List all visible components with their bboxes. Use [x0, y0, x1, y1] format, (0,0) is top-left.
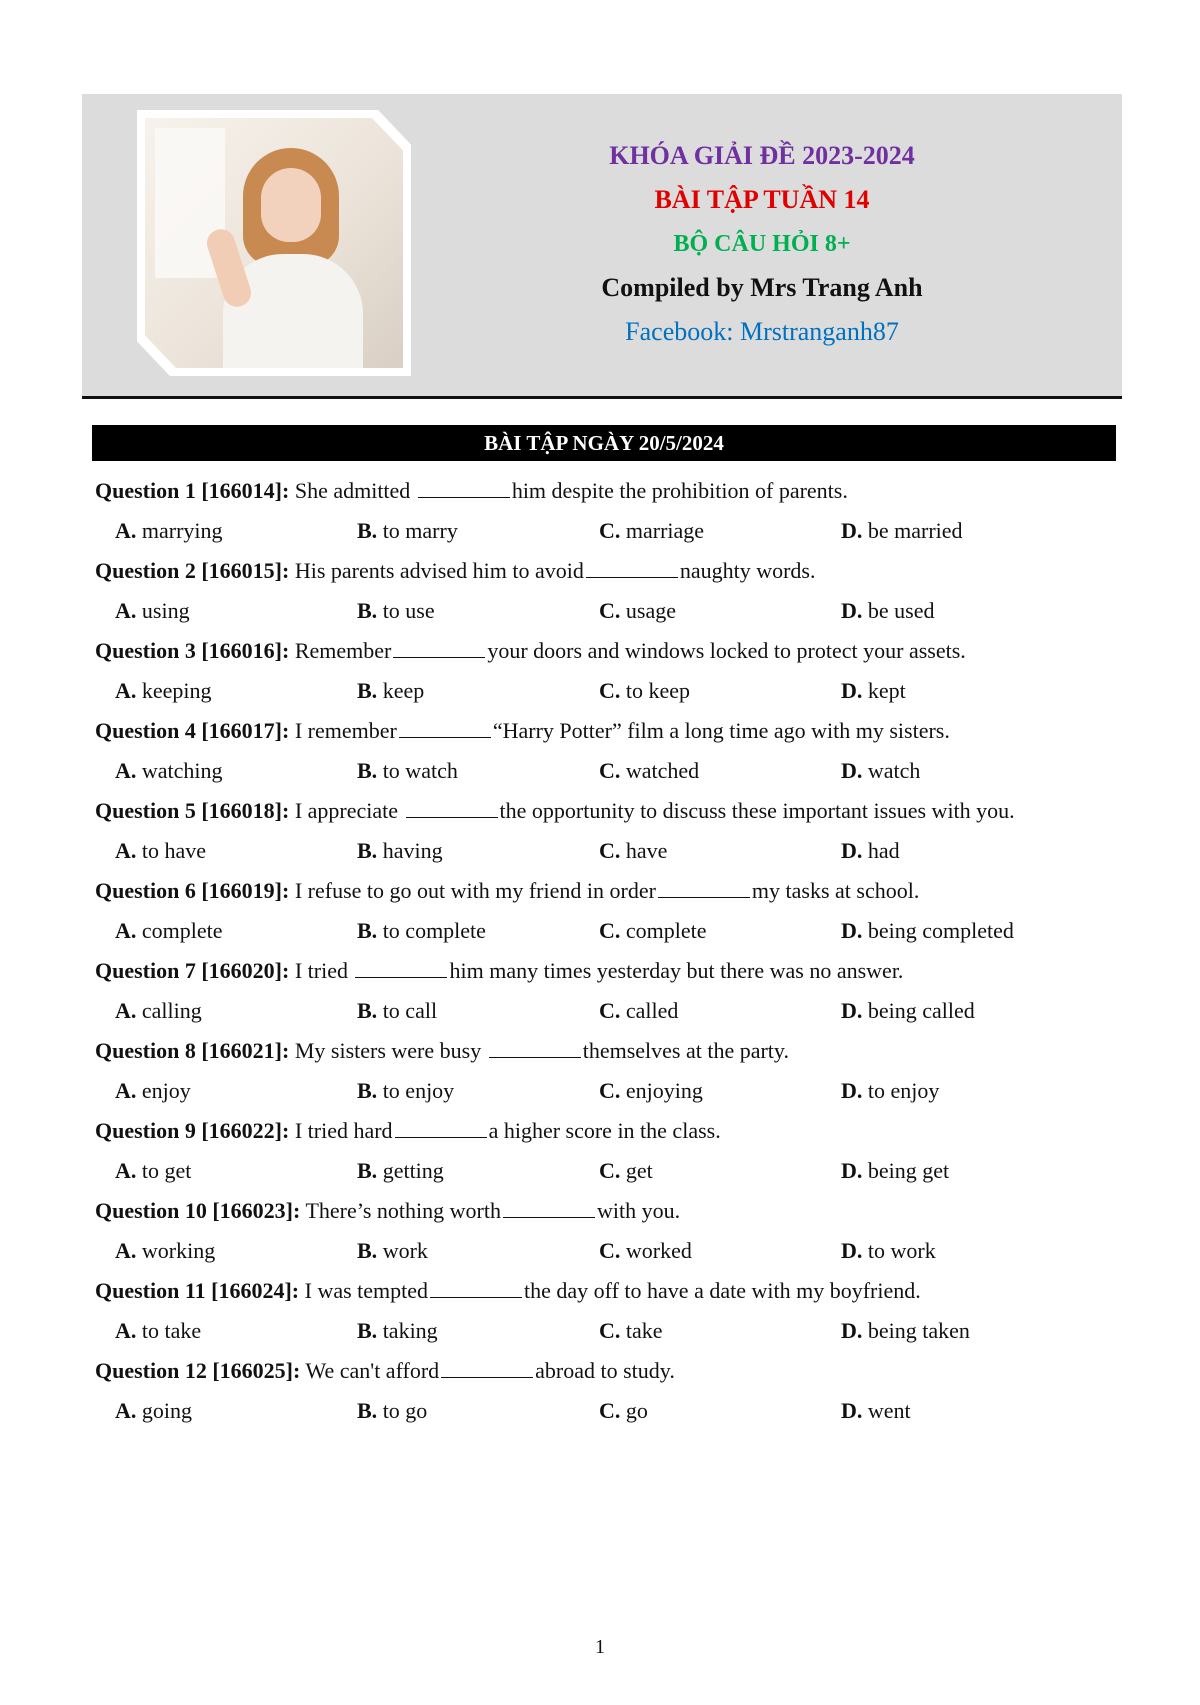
- week-title: BÀI TẬP TUẦN 14: [654, 185, 870, 214]
- answer-option[interactable]: [599, 1310, 841, 1352]
- answer-option[interactable]: [841, 910, 1083, 952]
- question-label: Question 7 [166020]:: [95, 958, 290, 983]
- answer-option[interactable]: [599, 1230, 841, 1272]
- option-letter: B.: [357, 518, 378, 543]
- option-letter: B.: [357, 598, 378, 623]
- question-text-after: themselves at the party.: [582, 1038, 789, 1063]
- answer-blank: [430, 1279, 522, 1298]
- header-banner: [82, 94, 1122, 399]
- question-stem: [95, 1192, 1115, 1230]
- facebook-link[interactable]: Facebook: Mrstranganh87: [625, 317, 899, 346]
- option-letter: A.: [115, 758, 137, 783]
- option-letter: C.: [599, 838, 621, 863]
- question-label: Question 9 [166022]:: [95, 1118, 290, 1143]
- answer-blank: [393, 639, 485, 658]
- set-title: BỘ CÂU HỎI 8+: [673, 231, 851, 257]
- option-text: being taken: [867, 1318, 970, 1343]
- option-letter: A.: [115, 998, 137, 1023]
- option-text: to take: [141, 1318, 202, 1343]
- question-stem: [95, 1352, 1115, 1390]
- answer-option[interactable]: [841, 1310, 1083, 1352]
- option-letter: B.: [357, 998, 378, 1023]
- answer-options: [95, 990, 1115, 1032]
- question-stem: [95, 1112, 1115, 1150]
- answer-option[interactable]: [599, 910, 841, 952]
- option-text: kept: [867, 678, 906, 703]
- option-text: watched: [625, 758, 700, 783]
- answer-option[interactable]: [357, 1310, 599, 1352]
- answer-option[interactable]: [599, 830, 841, 872]
- option-letter: D.: [841, 1158, 863, 1183]
- option-text: complete: [625, 918, 707, 943]
- answer-option[interactable]: [357, 990, 599, 1032]
- option-text: to watch: [382, 758, 458, 783]
- option-letter: D.: [841, 1078, 863, 1103]
- answer-options: [95, 1310, 1115, 1352]
- option-text: having: [382, 838, 443, 863]
- answer-option[interactable]: [599, 510, 841, 552]
- answer-option[interactable]: [115, 1310, 357, 1352]
- question-stem: [95, 872, 1115, 910]
- question-stem: [95, 552, 1115, 590]
- option-text: to call: [382, 998, 438, 1023]
- option-letter: C.: [599, 1078, 621, 1103]
- question-label: Question 12 [166025]:: [95, 1358, 301, 1383]
- option-text: went: [867, 1398, 911, 1423]
- option-letter: C.: [599, 678, 621, 703]
- option-text: to enjoy: [867, 1078, 940, 1103]
- option-letter: C.: [599, 1318, 621, 1343]
- option-text: go: [625, 1398, 648, 1423]
- question-text-after: abroad to study.: [535, 1358, 675, 1383]
- question-label: Question 11 [166024]:: [95, 1278, 300, 1303]
- answer-blank: [399, 719, 491, 738]
- answer-option[interactable]: [841, 590, 1083, 632]
- option-letter: B.: [357, 1078, 378, 1103]
- option-text: to enjoy: [382, 1078, 455, 1103]
- answer-options: [95, 590, 1115, 632]
- question-text-after: a higher score in the class.: [488, 1118, 721, 1143]
- question-list: [95, 472, 1115, 1432]
- option-text: enjoying: [625, 1078, 703, 1103]
- option-letter: B.: [357, 1158, 378, 1183]
- option-letter: C.: [599, 1238, 621, 1263]
- answer-option[interactable]: [115, 510, 357, 552]
- question-text-before: We can't afford: [305, 1358, 440, 1383]
- option-text: to use: [382, 598, 435, 623]
- question-text-before: My sisters were busy: [294, 1038, 487, 1063]
- option-letter: C.: [599, 758, 621, 783]
- course-title: KHÓA GIẢI ĐỀ 2023-2024: [609, 141, 915, 170]
- option-text: keeping: [141, 678, 212, 703]
- question-label: Question 10 [166023]:: [95, 1198, 301, 1223]
- question-text-before: I tried: [294, 958, 354, 983]
- answer-option[interactable]: [115, 1150, 357, 1192]
- answer-option[interactable]: [115, 990, 357, 1032]
- answer-option[interactable]: [357, 1390, 599, 1432]
- option-text: complete: [141, 918, 223, 943]
- question-stem: [95, 712, 1115, 750]
- answer-blank: [418, 479, 510, 498]
- option-text: usage: [625, 598, 676, 623]
- option-text: using: [141, 598, 190, 623]
- answer-option[interactable]: [841, 510, 1083, 552]
- option-letter: C.: [599, 518, 621, 543]
- answer-option[interactable]: [599, 590, 841, 632]
- option-letter: C.: [599, 998, 621, 1023]
- answer-option[interactable]: [115, 830, 357, 872]
- answer-option[interactable]: [115, 590, 357, 632]
- question-text-after: naughty words.: [679, 558, 816, 583]
- answer-option[interactable]: [599, 1070, 841, 1112]
- option-letter: A.: [115, 1238, 137, 1263]
- option-letter: D.: [841, 1398, 863, 1423]
- option-text: have: [625, 838, 668, 863]
- answer-option[interactable]: [115, 1070, 357, 1112]
- option-text: working: [141, 1238, 216, 1263]
- question-text-after: the opportunity to discuss these important issues with you.: [499, 798, 1015, 823]
- question-text-after: my tasks at school.: [751, 878, 920, 903]
- question-text-before: His parents advised him to avoid: [294, 558, 584, 583]
- option-letter: C.: [599, 598, 621, 623]
- question-text-after: “Harry Potter” film a long time ago with my sisters.: [492, 718, 950, 743]
- answer-blank: [586, 559, 678, 578]
- question-text-before: I refuse to go out with my friend in order: [294, 878, 656, 903]
- option-letter: D.: [841, 598, 863, 623]
- question-text-before: Remember: [294, 638, 392, 663]
- option-letter: B.: [357, 1398, 378, 1423]
- question-text-before: I appreciate: [294, 798, 404, 823]
- option-text: called: [625, 998, 679, 1023]
- question-label: Question 8 [166021]:: [95, 1038, 290, 1063]
- question-text-after: the day off to have a date with my boyfriend.: [524, 1278, 921, 1303]
- answer-option[interactable]: [841, 1390, 1083, 1432]
- option-text: to work: [867, 1238, 936, 1263]
- question-label: Question 5 [166018]:: [95, 798, 290, 823]
- option-letter: A.: [115, 1158, 137, 1183]
- option-letter: B.: [357, 1238, 378, 1263]
- option-letter: B.: [357, 838, 378, 863]
- option-letter: C.: [599, 1398, 621, 1423]
- option-text: take: [625, 1318, 663, 1343]
- option-text: watching: [141, 758, 223, 783]
- question-label: Question 4 [166017]:: [95, 718, 290, 743]
- answer-options: [95, 830, 1115, 872]
- option-letter: C.: [599, 1158, 621, 1183]
- answer-blank: [406, 799, 498, 818]
- question-label: Question 1 [166014]:: [95, 478, 290, 503]
- question-text-after: him many times yesterday but there was no answer.: [449, 958, 904, 983]
- answer-option[interactable]: [115, 750, 357, 792]
- answer-option[interactable]: [599, 1390, 841, 1432]
- header-titles: [552, 134, 972, 354]
- option-letter: A.: [115, 1318, 137, 1343]
- question-stem: [95, 952, 1115, 990]
- option-text: calling: [141, 998, 202, 1023]
- answer-blank: [503, 1199, 595, 1218]
- answer-options: [95, 750, 1115, 792]
- option-letter: D.: [841, 1318, 863, 1343]
- option-letter: A.: [115, 518, 137, 543]
- answer-options: [95, 1230, 1115, 1272]
- compiled-by: Compiled by Mrs Trang Anh: [601, 273, 923, 302]
- option-letter: C.: [599, 918, 621, 943]
- question-stem: [95, 1272, 1115, 1310]
- option-text: getting: [382, 1158, 444, 1183]
- option-text: marriage: [625, 518, 705, 543]
- answer-options: [95, 910, 1115, 952]
- answer-blank: [355, 959, 447, 978]
- option-letter: D.: [841, 678, 863, 703]
- answer-option[interactable]: [599, 990, 841, 1032]
- answer-blank: [658, 879, 750, 898]
- answer-option[interactable]: [841, 990, 1083, 1032]
- answer-option[interactable]: [841, 670, 1083, 712]
- answer-option[interactable]: [599, 750, 841, 792]
- answer-options: [95, 1070, 1115, 1112]
- answer-option[interactable]: [357, 750, 599, 792]
- option-text: being completed: [867, 918, 1014, 943]
- answer-option[interactable]: [841, 1070, 1083, 1112]
- answer-options: [95, 670, 1115, 712]
- answer-option[interactable]: [841, 750, 1083, 792]
- option-text: get: [625, 1158, 653, 1183]
- question-text-before: I remember: [294, 718, 397, 743]
- option-text: to marry: [382, 518, 458, 543]
- question-stem: [95, 1032, 1115, 1070]
- option-text: worked: [625, 1238, 692, 1263]
- question-text-before: I tried hard: [294, 1118, 393, 1143]
- option-text: be married: [867, 518, 963, 543]
- answer-options: [95, 1390, 1115, 1432]
- answer-option[interactable]: [115, 670, 357, 712]
- option-letter: A.: [115, 598, 137, 623]
- question-text-before: I was tempted: [304, 1278, 429, 1303]
- answer-option[interactable]: [115, 1230, 357, 1272]
- option-text: marrying: [141, 518, 223, 543]
- answer-blank: [441, 1359, 533, 1378]
- option-letter: A.: [115, 1398, 137, 1423]
- question-label: Question 3 [166016]:: [95, 638, 290, 663]
- answer-option[interactable]: [357, 1150, 599, 1192]
- option-text: enjoy: [141, 1078, 191, 1103]
- option-text: be used: [867, 598, 935, 623]
- option-text: to keep: [625, 678, 691, 703]
- question-label: Question 2 [166015]:: [95, 558, 290, 583]
- question-label: Question 6 [166019]:: [95, 878, 290, 903]
- option-letter: B.: [357, 918, 378, 943]
- option-text: to go: [382, 1398, 428, 1423]
- answer-blank: [489, 1039, 581, 1058]
- option-text: being called: [867, 998, 975, 1023]
- answer-blank: [395, 1119, 487, 1138]
- option-text: going: [141, 1398, 193, 1423]
- option-letter: A.: [115, 838, 137, 863]
- option-text: taking: [382, 1318, 438, 1343]
- option-letter: B.: [357, 758, 378, 783]
- answer-option[interactable]: [357, 830, 599, 872]
- answer-option[interactable]: [115, 1390, 357, 1432]
- question-stem: [95, 632, 1115, 670]
- option-text: work: [382, 1238, 428, 1263]
- answer-option[interactable]: [599, 1150, 841, 1192]
- answer-option[interactable]: [357, 1070, 599, 1112]
- option-letter: B.: [357, 678, 378, 703]
- answer-option[interactable]: [357, 910, 599, 952]
- option-letter: D.: [841, 918, 863, 943]
- option-text: to have: [141, 838, 207, 863]
- question-text-before: She admitted: [294, 478, 416, 503]
- answer-option[interactable]: [357, 670, 599, 712]
- answer-option[interactable]: [599, 670, 841, 712]
- question-text-before: There’s nothing worth: [305, 1198, 501, 1223]
- teacher-photo: [137, 110, 411, 376]
- day-title-bar: BÀI TẬP NGÀY 20/5/2024: [92, 425, 1116, 461]
- option-text: watch: [867, 758, 921, 783]
- answer-option[interactable]: [841, 1230, 1083, 1272]
- answer-option[interactable]: [357, 510, 599, 552]
- option-text: to complete: [382, 918, 486, 943]
- option-letter: D.: [841, 998, 863, 1023]
- option-text: to get: [141, 1158, 192, 1183]
- option-letter: A.: [115, 1078, 137, 1103]
- question-text-after: him despite the prohibition of parents.: [511, 478, 848, 503]
- question-stem: [95, 472, 1115, 510]
- answer-option[interactable]: [357, 590, 599, 632]
- question-text-after: your doors and windows locked to protect your assets.: [487, 638, 966, 663]
- answer-options: [95, 510, 1115, 552]
- page-number: 1: [595, 1636, 605, 1658]
- option-text: being get: [867, 1158, 950, 1183]
- question-text-after: with you.: [596, 1198, 681, 1223]
- option-letter: D.: [841, 1238, 863, 1263]
- answer-option[interactable]: [115, 910, 357, 952]
- option-letter: D.: [841, 758, 863, 783]
- answer-option[interactable]: [841, 1150, 1083, 1192]
- question-stem: [95, 792, 1115, 830]
- answer-options: [95, 1150, 1115, 1192]
- option-text: had: [867, 838, 900, 863]
- answer-option[interactable]: [841, 830, 1083, 872]
- option-letter: A.: [115, 918, 137, 943]
- option-letter: B.: [357, 1318, 378, 1343]
- option-letter: D.: [841, 838, 863, 863]
- option-letter: A.: [115, 678, 137, 703]
- answer-option[interactable]: [357, 1230, 599, 1272]
- option-letter: D.: [841, 518, 863, 543]
- option-text: keep: [382, 678, 425, 703]
